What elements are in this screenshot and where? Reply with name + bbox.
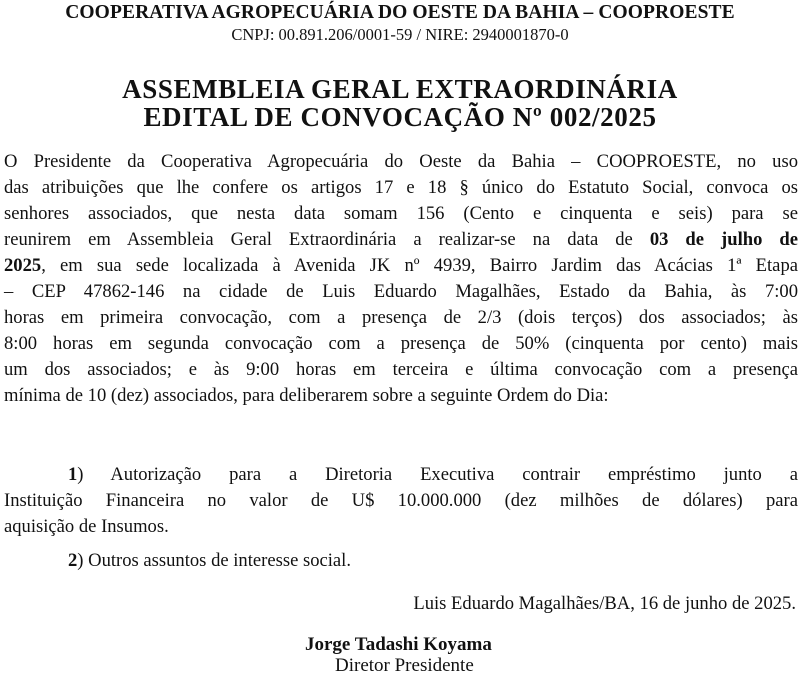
agenda-item-2-number: 2 xyxy=(68,550,78,571)
body-line-4 xyxy=(4,229,798,251)
agenda-item-2 xyxy=(68,550,351,572)
agenda-item-1-number: 1 xyxy=(68,464,78,485)
meeting-date-part1: 03 de julho de xyxy=(649,229,798,250)
body-line-5 xyxy=(4,255,798,277)
registration-numbers: CNPJ: 00.891.206/0001-59 / NIRE: 2940001870-0 xyxy=(231,25,569,44)
document-title-line1: ASSEMBLEIA GERAL EXTRAORDINÁRIA xyxy=(122,74,678,104)
body-line-4-text: reunirem em Assembleia Geral Extraordinária a realizar-se na data de xyxy=(4,229,650,250)
body-line-8: 8:00 horas em segunda convocação com a presença de 50% (cinquenta por cento) mais xyxy=(4,333,798,354)
body-line-5-text: , em sua sede localizada à Avenida JK nº 4939, Bairro Jardim das Acácias 1ª Etapa xyxy=(41,255,798,276)
agenda-item-2-text: ) Outros assuntos de interesse social. xyxy=(77,550,351,571)
body-line-10: mínima de 10 (dez) associados, para deliberarem sobre a seguinte Ordem do Dia: xyxy=(4,385,609,406)
agenda-item-1-line1 xyxy=(68,464,798,486)
signatory-role: Diretor Presidente xyxy=(335,655,474,676)
body-line-1: O Presidente da Cooperativa Agropecuária do Oeste da Bahia – COOPROESTE, no uso xyxy=(4,151,798,172)
body-line-6: – CEP 47862-146 na cidade de Luis Eduardo Magalhães, Estado da Bahia, às 7:00 xyxy=(4,281,798,302)
body-line-9: um dos associados; e às 9:00 horas em terceira e última convocação com a presença xyxy=(4,359,798,380)
organization-name: COOPERATIVA AGROPECUÁRIA DO OESTE DA BAHIA – COOPROESTE xyxy=(65,2,735,23)
body-line-2: das atribuições que lhe confere os artigos 17 e 18 § único do Estatuto Social, convoca os xyxy=(4,177,798,198)
signatory-name: Jorge Tadashi Koyama xyxy=(305,634,492,655)
agenda-item-1-text: ) Autorização para a Diretoria Executiva contrair empréstimo junto a xyxy=(77,464,798,485)
agenda-item-1-line2: Instituição Financeira no valor de U$ 10.000.000 (dez milhões de dólares) para xyxy=(4,490,798,511)
agenda-item-1-line3: aquisição de Insumos. xyxy=(4,516,169,537)
document-title-line2: EDITAL DE CONVOCAÇÃO Nº 002/2025 xyxy=(143,102,657,132)
meeting-date-year: 2025 xyxy=(4,255,42,276)
body-line-3: senhores associados, que nesta data somam 156 (Cento e cinquenta e seis) para se xyxy=(4,203,798,224)
place-and-date: Luis Eduardo Magalhães/BA, 16 de junho de 2025. xyxy=(413,593,796,614)
body-line-7: horas em primeira convocação, com a presença de 2/3 (dois terços) dos associados; às xyxy=(4,307,798,328)
